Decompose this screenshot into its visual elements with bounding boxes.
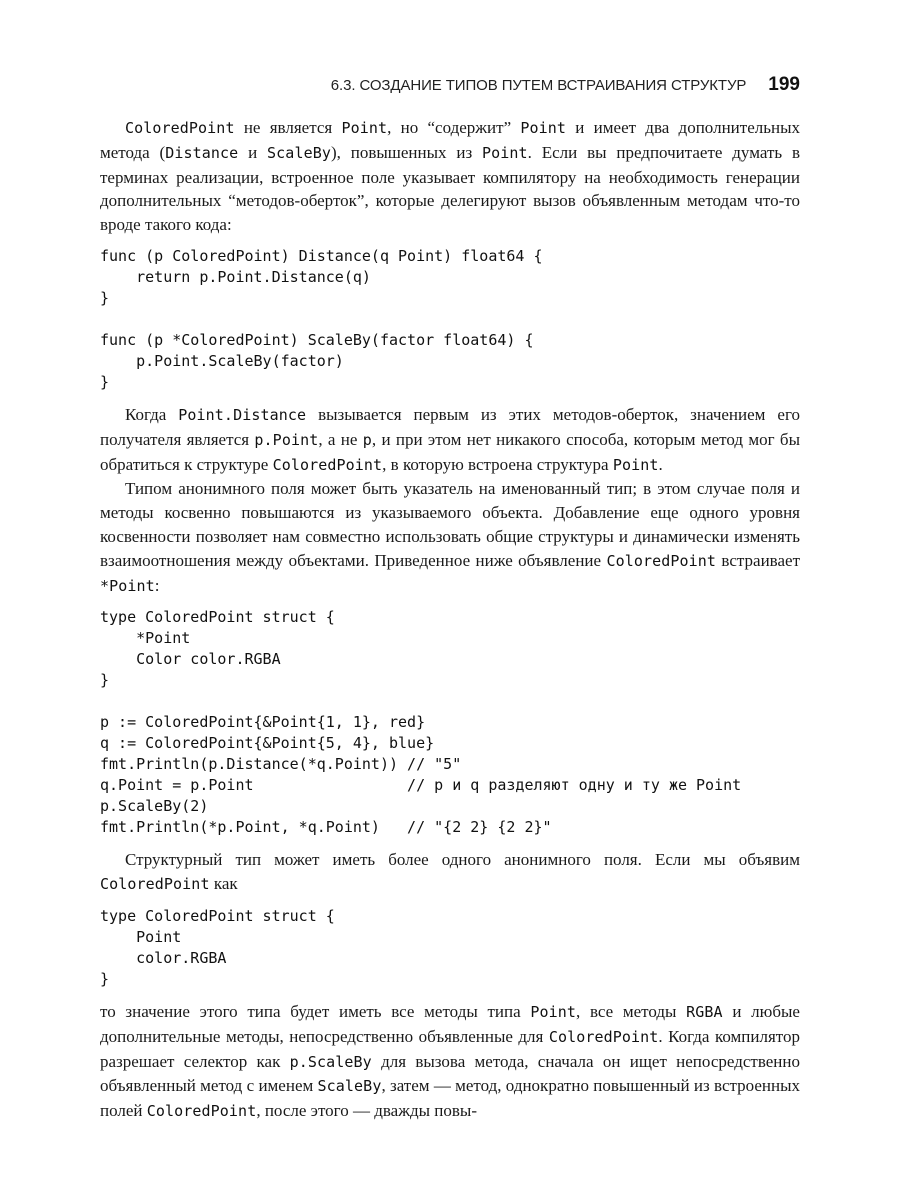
section-title: 6.3. СОЗДАНИЕ ТИПОВ ПУТЕМ ВСТРАИВАНИЯ СТРУКТУР [330,77,747,94]
code-line: color.RGBA [100,948,227,967]
inline-code: p.ScaleBy [289,1052,372,1071]
code-line: fmt.Println(*p.Point, *q.Point) // "{2 2} {2 2}" [100,818,552,837]
code-line: type ColoredPoint struct { [100,608,335,627]
text-run: для вызова метода, сначала он ищет непосредственно объявленный метод с именем [100,1051,800,1096]
inline-code: ColoredPoint [125,119,235,137]
inline-code: p.Point [254,430,319,449]
text-run: Когда [125,404,179,424]
text-run: , а не [318,429,363,449]
page-body [100,116,800,1124]
text-run: как [209,874,238,894]
text-run: и любые дополнительные методы, непосредственно объявленные для [100,1001,800,1046]
text-run: ), повышенных из [330,142,482,162]
code-line: fmt.Println(p.Distance(*q.Point)) // "5" [100,755,462,774]
code-line: p := ColoredPoint{&Point{1, 1}, red} [100,713,426,732]
text-run: то значение этого типа будет иметь все методы типа [100,1001,531,1021]
code-line: Color color.RGBA [100,650,281,669]
inline-code: Point [530,1002,576,1021]
inline-code: Point [482,143,528,162]
text-run: . [658,454,663,474]
text-run: , после этого — дважды повы- [256,1101,477,1121]
inline-code: ColoredPoint [548,1027,659,1046]
code-line [100,309,800,330]
code-line: } [100,969,110,988]
code-line: p.Point.ScaleBy(factor) [100,351,344,370]
code-line: q.Point = p.Point // p и q разделяют одну и ту же Point [100,776,742,795]
code-line: } [100,372,110,391]
text-run: Структурный тип может иметь более одного анонимного поля. Если мы объявим [125,850,800,870]
text-run: и [238,142,268,162]
text-run: вызывается первым из этих методов-оберток, значением его получателя является [100,404,800,449]
code-block-pointer-embedding [100,607,800,838]
paragraph-2 [100,403,800,477]
code-block-wrapper-methods [100,246,800,393]
inline-code: RGBA [686,1002,723,1021]
inline-code: ColoredPoint [606,551,717,570]
text-run: . Когда компилятор разрешает селектор как [100,1026,800,1071]
text-run: встраивает [716,550,800,570]
inline-code: *Point [100,576,155,595]
paragraph-1 [100,116,800,237]
inline-code: ScaleBy [317,1077,382,1096]
inline-code: Distance [165,143,239,162]
paragraph-5 [100,1000,800,1124]
text-run: . Если вы предпочитаете думать в терминах реализации, встроенное поле указывает компилятору на необходимость генерации дополнительных “методов-оберток”, которые делегируют вызов объявленным методам что-то вроде такого кода: [100,142,800,235]
paragraph-3 [100,477,800,598]
code-line: func (p *ColoredPoint) ScaleBy(factor float64) { [100,330,534,349]
running-header [331,74,800,96]
page-number: 199 [768,74,800,95]
text-run: и имеет два дополнительных метода ( [100,118,800,162]
code-line: type ColoredPoint struct { [100,906,335,925]
text-run: , и при этом нет никакого способа, которым метод мог бы обратиться к структуре [100,429,800,474]
paragraph-4 [100,848,800,897]
code-line: q := ColoredPoint{&Point{5, 4}, blue} [100,734,435,753]
inline-code: Point.Distance [178,405,307,424]
inline-code: ColoredPoint [272,455,383,474]
text-run: , в которую встроена структура [382,454,613,474]
code-line: } [100,671,110,690]
text-run: : [154,575,160,595]
text-run: , но “содержит” [387,118,521,137]
inline-code: Point [612,455,659,474]
inline-code: p [362,430,372,449]
text-run: , затем — метод, однократно повышенный из встроенных полей [100,1076,800,1121]
text-run: , все методы [576,1001,687,1021]
text-run: не является [234,118,342,137]
code-line: return p.Point.Distance(q) [100,267,371,286]
code-line: Point [100,927,182,946]
inline-code: ScaleBy [267,143,331,162]
code-line [100,691,800,712]
code-block-multiple-anonymous-fields [100,906,800,990]
code-line: *Point [100,629,191,648]
inline-code: Point [341,119,388,137]
inline-code: ColoredPoint [146,1102,257,1121]
inline-code: Point [520,119,567,137]
code-line: func (p ColoredPoint) Distance(q Point) float64 { [100,246,543,265]
text-run: Типом анонимного поля может быть указатель на именованный тип; в этом случае поля и методы косвенно повышаются из указываемого объекта. Добавление еще одного уровня косвенности позволяет нам совместно использовать общие структуры и динамически изменять взаимоотношения между объектами. Приведенное ниже объявление [100,479,800,570]
inline-code: ColoredPoint [100,875,210,894]
code-line: p.ScaleBy(2) [100,797,209,816]
code-line: } [100,288,110,307]
